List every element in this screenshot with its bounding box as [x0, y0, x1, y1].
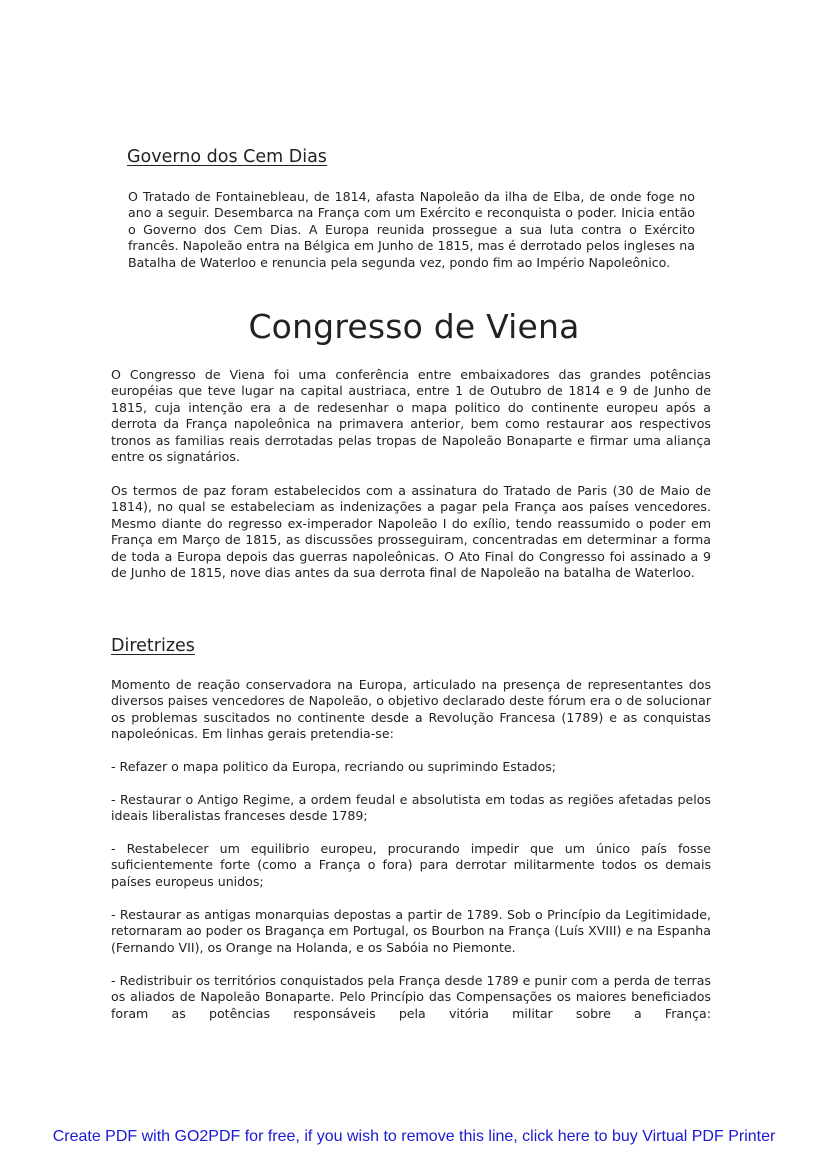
diretrizes-heading: Diretrizes [111, 636, 195, 656]
go2pdf-footer-link[interactable]: Create PDF with GO2PDF for free, if you wish to remove this line, click here to buy Virtual PDF Printer [52, 1128, 776, 1145]
diretrizes-item-4: - Restaurar as antigas monarquias depostas a partir de 1789. Sob o Princípio da Legitimidade, retornaram ao poder os Bragança em Portugal, os Bourbon na França (Luís XVIII) e na Espanha (Fernando VII), os Orange na Holanda, e os Sabóia no Piemonte. [111, 907, 711, 955]
diretrizes-intro: Momento de reação conservadora na Europa, articulado na presença de representantes dos diversos paises vencedores de Napoleão, o objetivo declarado deste fórum era o de solucionar os problemas suscitados no continente desde a Revolução Francesa (1789) e as conquistas napoleónicas. Em linhas gerais pretendia-se: [111, 677, 711, 742]
diretrizes-item-2: - Restaurar o Antigo Regime, a ordem feudal e absolutista em todas as regiões afetadas pelos ideais liberalistas franceses desde 1789; [111, 792, 711, 824]
diretrizes-item-1: - Refazer o mapa politico da Europa, recriando ou suprimindo Estados; [111, 759, 557, 774]
governo-paragraph: O Tratado de Fontainebleau, de 1814, afasta Napoleão da ilha de Elba, de onde foge no ano a seguir. Desembarca na França com um Exército e reconquista o poder. Inicia então o Governo dos Cem Dias. A Europa reunida prossegue a sua luta contra o Exército francês. Napoleão entra na Bélgica em Junho de 1815, mas é derrotado pelos ingleses na Batalha de Waterloo e renuncia pela segunda vez, pondo fim ao Império Napoleônico. [128, 189, 695, 270]
congresso-title: Congresso de Viena [248, 307, 580, 346]
congresso-paragraph-1: O Congresso de Viena foi uma conferência entre embaixadores das grandes potências européias que teve lugar na capital austriaca, entre 1 de Outubro de 1814 e 9 de Junho de 1815, cuja intenção era a de redesenhar o mapa politico do continente europeu após a derrota da França napoleônica na primavera anterior, bem como restaurar aos respectivos tronos as familias reais derrotadas pelas tropas de Napoleão Bonaparte e firmar uma aliança entre os signatários. [111, 367, 711, 465]
congresso-paragraph-2: Os termos de paz foram estabelecidos com a assinatura do Tratado de Paris (30 de Maio de 1814), no qual se estabeleciam as indenizações a pagar pela França aos países vencedores. Mesmo diante do regresso ex-imperador Napoleão I do exílio, tendo reassumido o poder em França em Março de 1815, as discussões prosseguiram, concentradas em determinar a forma de toda a Europa depois das guerras napoleônicas. O Ato Final do Congresso foi assinado a 9 de Junho de 1815, nove dias antes da sua derrota final de Napoleão na batalha de Waterloo. [111, 483, 711, 581]
governo-heading: Governo dos Cem Dias [127, 147, 327, 167]
diretrizes-item-3: - Restabelecer um equilibrio europeu, procurando impedir que um único país fosse suficientemente forte (como a França o fora) para derrotar militarmente todos os demais países europeus unidos; [111, 841, 711, 889]
diretrizes-item-5: - Redistribuir os territórios conquistados pela França desde 1789 e punir com a perda de terras os aliados de Napoleão Bonaparte. Pelo Princípio das Compensações os maiores beneficiados foram as potências responsáveis pela vitória militar sobre a França: [111, 973, 711, 1021]
